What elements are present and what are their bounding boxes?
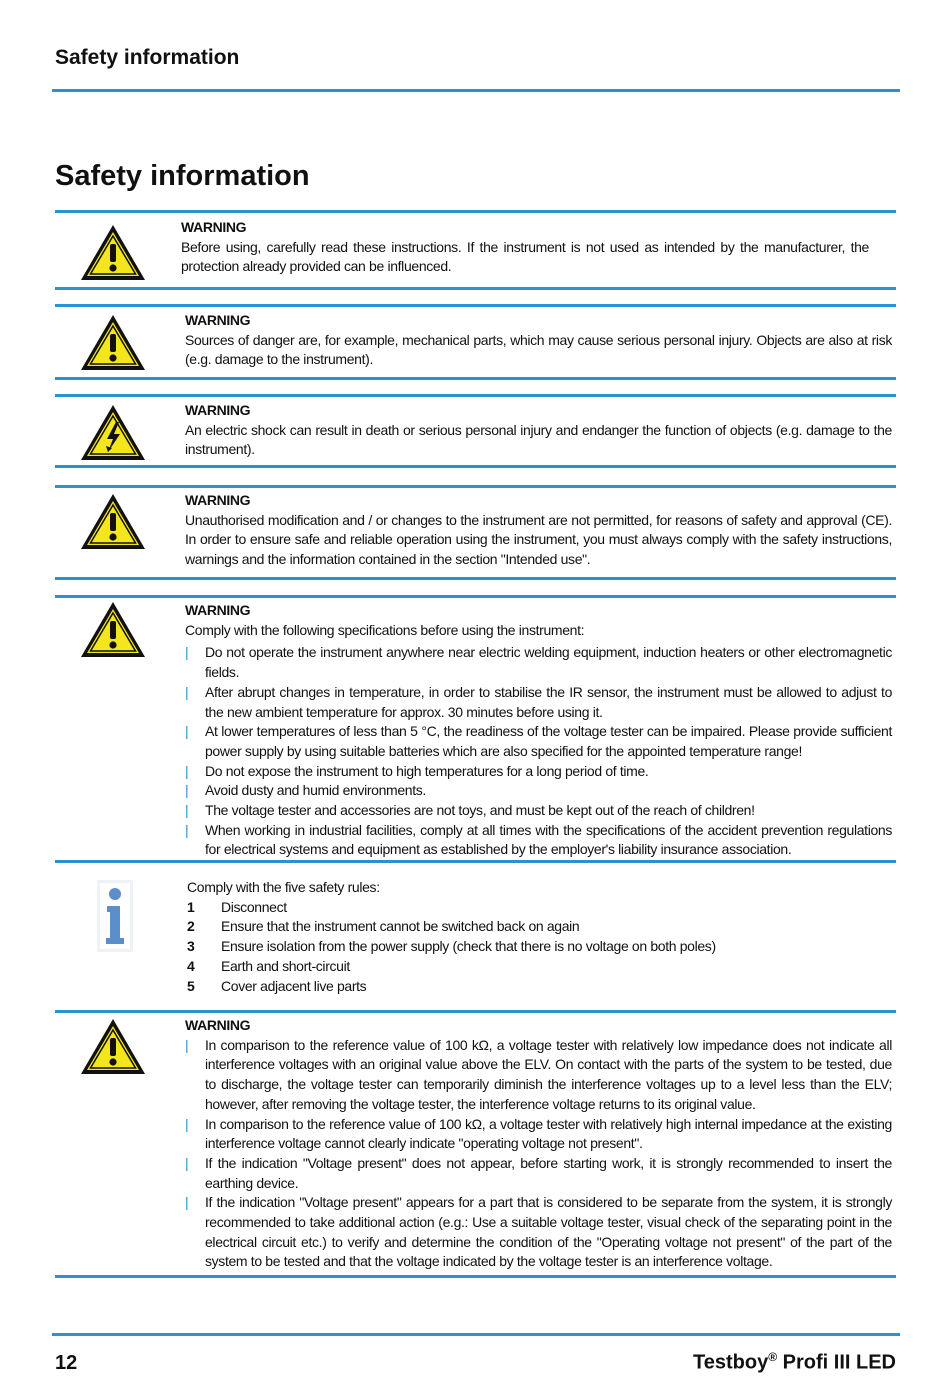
- warning-triangle-icon: [79, 491, 147, 553]
- warning-body: An electric shock can result in death or serious personal injury and endanger the function of objects (e.g. damage to the instrument).: [185, 421, 892, 458]
- warning-body: Unauthorised modification and / or changes to the instrument are not permitted, for reasons of safety and approval (CE). In order to ensure safe and reliable operation using the instrument, you must always comply with the safety instructions, warnings and the information contained in the section "Intended use".: [185, 511, 892, 568]
- block-bottom-rule: [55, 1275, 896, 1278]
- electric-shock-icon: [79, 402, 147, 464]
- list-item: | In comparison to the reference value of 100 kΩ, a voltage tester with relatively low impedance does not indicate all interference voltages with an original value above the ELV. On contact with the parts of the system to be tested, due to discharge, the voltage tester can temporarily diminish the interference voltages up to a level less than the ELV; however, after removing the voltage tester, the interference voltage returns to its original value.: [185, 1036, 892, 1112]
- block-top-rule: [55, 304, 896, 307]
- warning-text: [185, 1016, 892, 1272]
- list-item: 2 Ensure that the instrument cannot be switched back on again: [187, 918, 580, 935]
- warning-body: Sources of danger are, for example, mechanical parts, which may cause serious personal injury. Objects are also at risk (e.g. damage to the instrument).: [185, 331, 892, 368]
- bullet-bar: |: [185, 782, 189, 799]
- specifications-list: [185, 643, 892, 860]
- warning-triangle-icon: [79, 1016, 147, 1078]
- info-icon: [95, 878, 135, 954]
- info-block: [55, 870, 896, 1005]
- warning-label: WARNING: [181, 219, 247, 235]
- warning-triangle-icon: [79, 599, 147, 661]
- block-top-rule: [55, 1010, 896, 1013]
- interference-list: [185, 1036, 892, 1272]
- list-item: 1 Disconnect: [187, 898, 287, 915]
- warning-text: [185, 311, 892, 370]
- block-top-rule: [55, 394, 896, 397]
- block-top-rule: [55, 210, 896, 213]
- list-item: | Do not operate the instrument anywhere near electric welding equipment, induction heaters or other electromagnetic fields.: [185, 644, 892, 681]
- warning-label: WARNING: [185, 1017, 251, 1033]
- running-header: Safety information: [55, 46, 240, 69]
- warning-text: [185, 601, 892, 860]
- bullet-bar: |: [185, 1194, 189, 1211]
- bullet-bar: |: [185, 821, 189, 838]
- warning-text: [185, 491, 892, 570]
- list-item: | After abrupt changes in temperature, in order to stabilise the IR sensor, the instrument must be allowed to adjust to the new ambient temperature for approx. 30 minutes before using it.: [185, 683, 892, 720]
- warning-block-5: [55, 595, 896, 863]
- list-item: 3 Ensure isolation from the power supply (check that there is no voltage on both poles): [187, 938, 716, 955]
- warning-block-7: [55, 1010, 896, 1278]
- warning-block-4: [55, 485, 896, 580]
- warning-block-3: [55, 394, 896, 468]
- info-intro: Comply with the five safety rules:: [187, 879, 380, 895]
- bullet-bar: |: [185, 1115, 189, 1132]
- header-rule: [52, 89, 900, 92]
- warning-block-2: [55, 304, 896, 380]
- safety-rules-list: [187, 898, 887, 997]
- info-text: [187, 878, 887, 996]
- warning-label: WARNING: [185, 492, 251, 508]
- block-bottom-rule: [55, 377, 896, 380]
- bullet-bar: |: [185, 762, 189, 779]
- model-name: Profi III LED: [777, 1351, 896, 1374]
- list-item: | If the indication "Voltage present" does not appear, before starting work, it is strongly recommended to insert the earthing device.: [185, 1154, 892, 1191]
- page-number: 12: [55, 1352, 78, 1374]
- block-bottom-rule: [55, 860, 896, 863]
- list-item: | The voltage tester and accessories are not toys, and must be kept out of the reach of children!: [185, 801, 892, 821]
- footer-rule: [52, 1333, 900, 1336]
- page-title: Safety information: [55, 160, 310, 192]
- registered-mark: ®: [768, 1350, 778, 1364]
- warning-text: [185, 401, 892, 460]
- warning-block-1: [55, 210, 896, 290]
- bullet-bar: |: [185, 644, 189, 661]
- warning-body: Before using, carefully read these instructions. If the instrument is not used as intended by the manufacturer, the protection already provided can be influenced.: [181, 238, 869, 275]
- brand-name: Testboy: [693, 1351, 769, 1374]
- block-bottom-rule: [55, 287, 896, 290]
- list-item: | Avoid dusty and humid environments.: [185, 781, 892, 801]
- list-item: | In comparison to the reference value of 100 kΩ, a voltage tester with relatively high internal impedance at the existing interference voltage cannot clearly indicate "operating voltage not present".: [185, 1115, 892, 1152]
- warning-intro: Comply with the following specifications before using the instrument:: [185, 621, 585, 638]
- block-top-rule: [55, 595, 896, 598]
- list-item: 4 Earth and short-circuit: [187, 957, 350, 974]
- list-item: | If the indication "Voltage present" appears for a part that is considered to be separate from the system, it is strongly recommended to take additional action (e.g.: Use a suitable voltage tester, visual check of the separating point in the electrical circuit etc.) to verify and determine the condition of the "Operating voltage not present" of the part of the system to be tested and that the voltage indicated by the voltage tester is an interference voltage.: [185, 1194, 892, 1270]
- warning-label: WARNING: [185, 402, 251, 418]
- bullet-bar: |: [185, 723, 189, 740]
- list-item: | Do not expose the instrument to high temperatures for a long period of time.: [185, 762, 892, 782]
- warning-text: [181, 218, 869, 277]
- list-item: | At lower temperatures of less than 5 °C, the readiness of the voltage tester can be impaired. Please provide sufficient power supply by using suitable batteries which are also specified for the appointed temperature range!: [185, 723, 892, 759]
- block-bottom-rule: [55, 465, 896, 468]
- warning-triangle-icon: [79, 222, 147, 284]
- bullet-bar: |: [185, 1036, 189, 1053]
- warning-label: WARNING: [185, 312, 251, 328]
- block-top-rule: [55, 485, 896, 488]
- list-item: | When working in industrial facilities, comply at all times with the specifications of the accident prevention regulations for electrical systems and equipment as established by the employer's liability insurance association.: [185, 821, 892, 858]
- block-bottom-rule: [55, 577, 896, 580]
- warning-label: WARNING: [185, 602, 251, 618]
- bullet-bar: |: [185, 683, 189, 700]
- warning-triangle-icon: [79, 312, 147, 374]
- footer-brand: [693, 1350, 896, 1375]
- bullet-bar: |: [185, 802, 189, 819]
- bullet-bar: |: [185, 1154, 189, 1171]
- list-item: 5 Cover adjacent live parts: [187, 977, 367, 994]
